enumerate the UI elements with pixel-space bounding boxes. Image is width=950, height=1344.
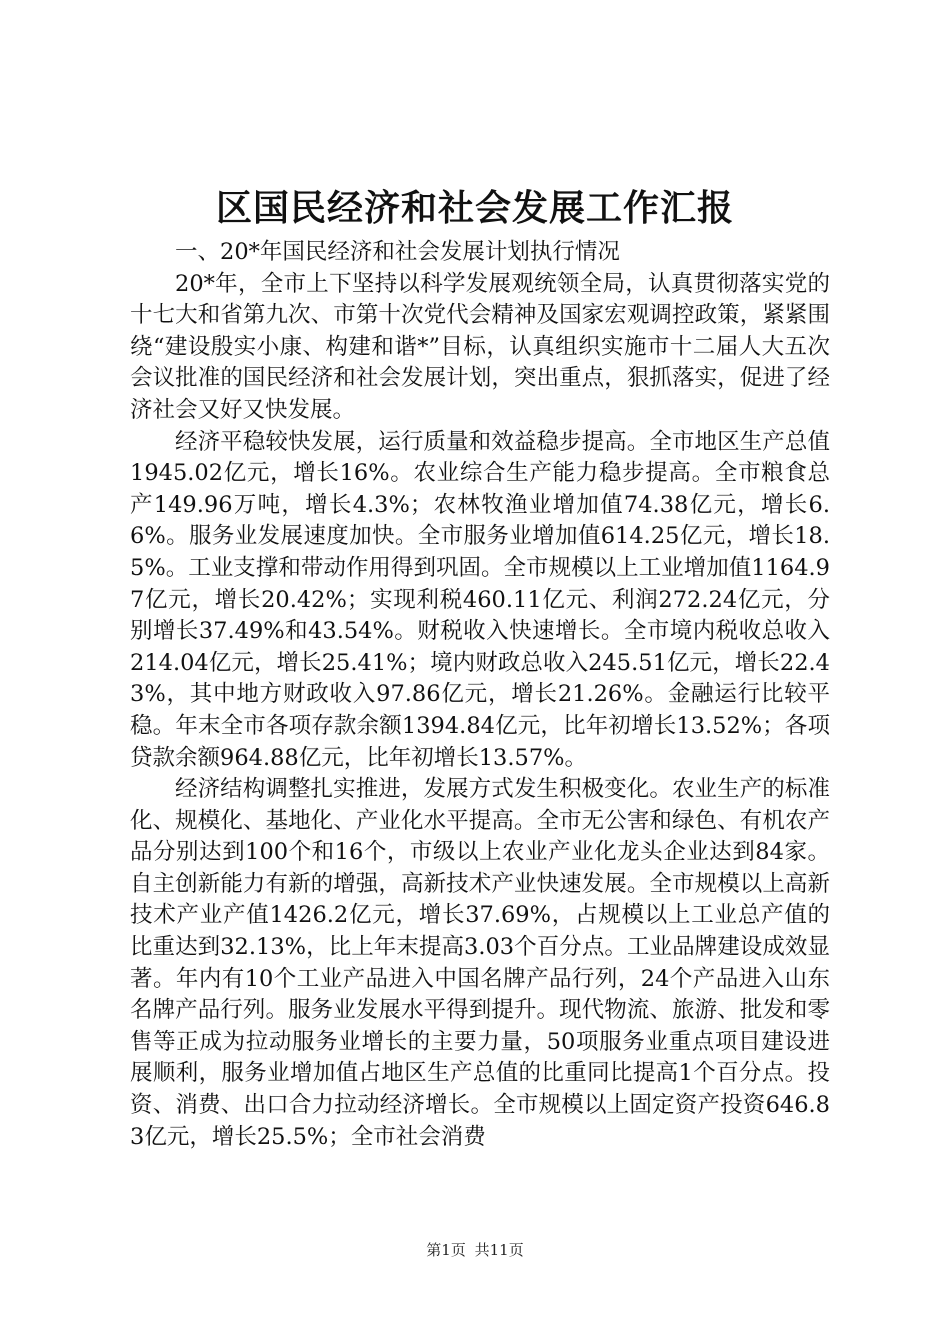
document-body — [130, 237, 830, 1153]
page-total: 共11页 — [474, 1241, 524, 1259]
page-footer — [0, 1240, 950, 1260]
page-number: 第1页 — [426, 1241, 466, 1259]
paragraph-structure: 经济结构调整扎实推进，发展方式发生积极变化。农业生产的标准化、规模化、基地化、产业化水平提高。全市无公害和绿色、有机农产品分别达到100个和16个，市级以上农业产业化龙头企业达到84家。自主创新能力有新的增强，高新技术产业快速发展。全市规模以上高新技术产业产值1426.2亿元，增长37.69%，占规模以上工业总产值的比重达到32.13%，比上年末提高3.03个百分点。工业品牌建设成效显著。年内有10个工业产品进入中国名牌产品行列，24个产品进入山东名牌产品行列。服务业发展水平得到提升。现代物流、旅游、批发和零售等正成为拉动服务业增长的主要力量，50项服务业重点项目建设进展顺利，服务业增加值占地区生产总值的比重同比提高1个百分点。投资、消费、出口合力拉动经济增长。全市规模以上固定资产投资646.83亿元，增长25.5%；全市社会消费 — [130, 776, 830, 1150]
paragraph-intro: 20*年，全市上下坚持以科学发展观统领全局，认真贯彻落实党的十七大和省第九次、市第十次党代会精神及国家宏观调控政策，紧紧围绕“建设殷实小康、构建和谐*”目标，认真组织实施市十二届人大五次会议批准的国民经济和社会发展计划，突出重点，狠抓落实，促进了经济社会又好又快发展。 — [130, 270, 830, 423]
section-heading: 一、20*年国民经济和社会发展计划执行情况 — [175, 239, 620, 265]
paragraph-economy: 经济平稳较快发展，运行质量和效益稳步提高。全市地区生产总值1945.02亿元，增长16%。农业综合生产能力稳步提高。全市粮食总产149.96万吨，增长4.3%；农林牧渔业增加值74.38亿元，增长6.6%。服务业发展速度加快。全市服务业增加值614.25亿元，增长18.5%。工业支撑和带动作用得到巩固。全市规模以上工业增加值1164.97亿元，增长20.42%；实现利税460.11亿元、利润272.24亿元，分别增长37.49%和43.54%。财税收入快速增长。全市境内税收总收入214.04亿元，增长25.41%；境内财政总收入245.51亿元，增长22.43%，其中地方财政收入97.86亿元，增长21.26%。金融运行比较平稳。年末全市各项存款余额1394.84亿元，比年初增长13.52%；各项贷款余额964.88亿元，比年初增长13.57%。 — [130, 428, 830, 771]
document-title: 区国民经济和社会发展工作汇报 — [215, 187, 734, 229]
